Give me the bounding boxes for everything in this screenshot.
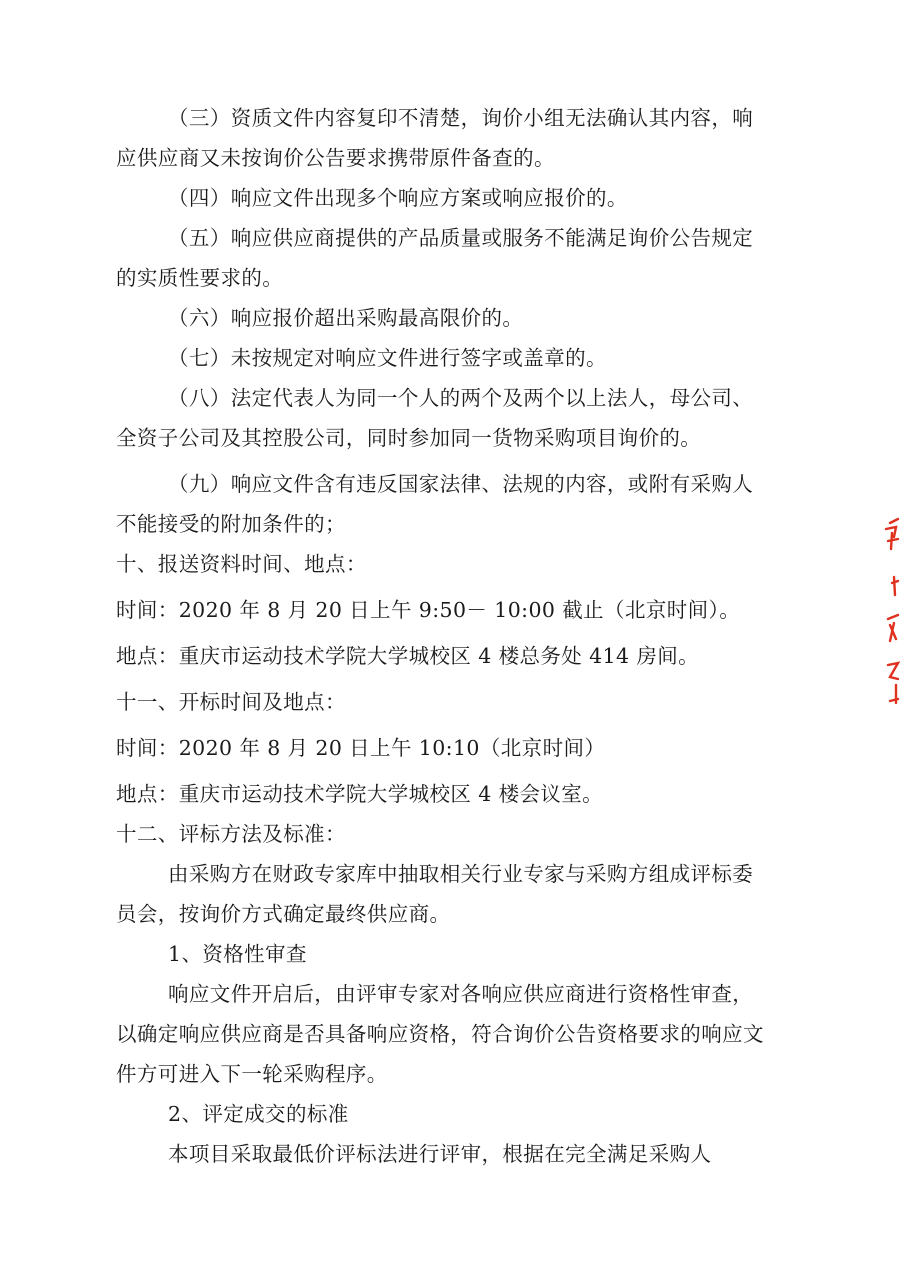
clause-9: （九）响应文件含有违反国家法律、法规的内容，或附有采购人不能接受的附加条件的； [116, 472, 754, 536]
section-11-heading: 十一、开标时间及地点： [116, 690, 346, 714]
qualification-review-text: 响应文件开启后，由评审专家对各响应供应商进行资格性审查，以确定响应供应商是否具备响应资格，符合询价公告资格要求的响应文件方可进入下一轮采购程序。 [116, 982, 764, 1086]
section-12-heading: 十二、评标方法及标准： [116, 822, 346, 846]
clause-4: （四）响应文件出现多个响应方案或响应报价的。 [168, 186, 628, 210]
opening-time: 时间：2020 年 8 月 20 日上午 10:10（北京时间） [116, 736, 606, 760]
seal-stamp-fragment [876, 515, 900, 715]
award-standard-heading: 2、评定成交的标准 [168, 1102, 349, 1126]
opening-location: 地点：重庆市运动技术学院大学城校区 4 楼会议室。 [116, 782, 604, 806]
submission-location: 地点：重庆市运动技术学院大学城校区 4 楼总务处 414 房间。 [116, 644, 700, 668]
clause-5: （五）响应供应商提供的产品质量或服务不能满足询价公告规定的实质性要求的。 [116, 226, 754, 290]
submission-time: 时间：2020 年 8 月 20 日上午 9:50－ 10:00 截止（北京时间）。 [116, 598, 741, 622]
clause-3: （三）资质文件内容复印不清楚，询价小组无法确认其内容，响应供应商又未按询价公告要求携带原件备查的。 [116, 106, 754, 170]
evaluation-committee-text: 由采购方在财政专家库中抽取相关行业专家与采购方组成评标委员会，按询价方式确定最终供应商。 [116, 862, 754, 926]
clause-6: （六）响应报价超出采购最高限价的。 [168, 306, 524, 330]
section-10-heading: 十、报送资料时间、地点： [116, 552, 367, 576]
award-standard-text: 本项目采取最低价评标法进行评审，根据在完全满足采购人 [168, 1142, 712, 1166]
document-body [116, 98, 772, 1174]
clause-7: （七）未按规定对响应文件进行签字或盖章的。 [168, 346, 607, 370]
clause-8: （八）法定代表人为同一个人的两个及两个以上法人，母公司、全资子公司及其控股公司，同时参加同一货物采购项目询价的。 [116, 386, 754, 450]
qualification-review-heading: 1、资格性审查 [168, 942, 307, 966]
seal-stamp-icon [876, 515, 900, 715]
